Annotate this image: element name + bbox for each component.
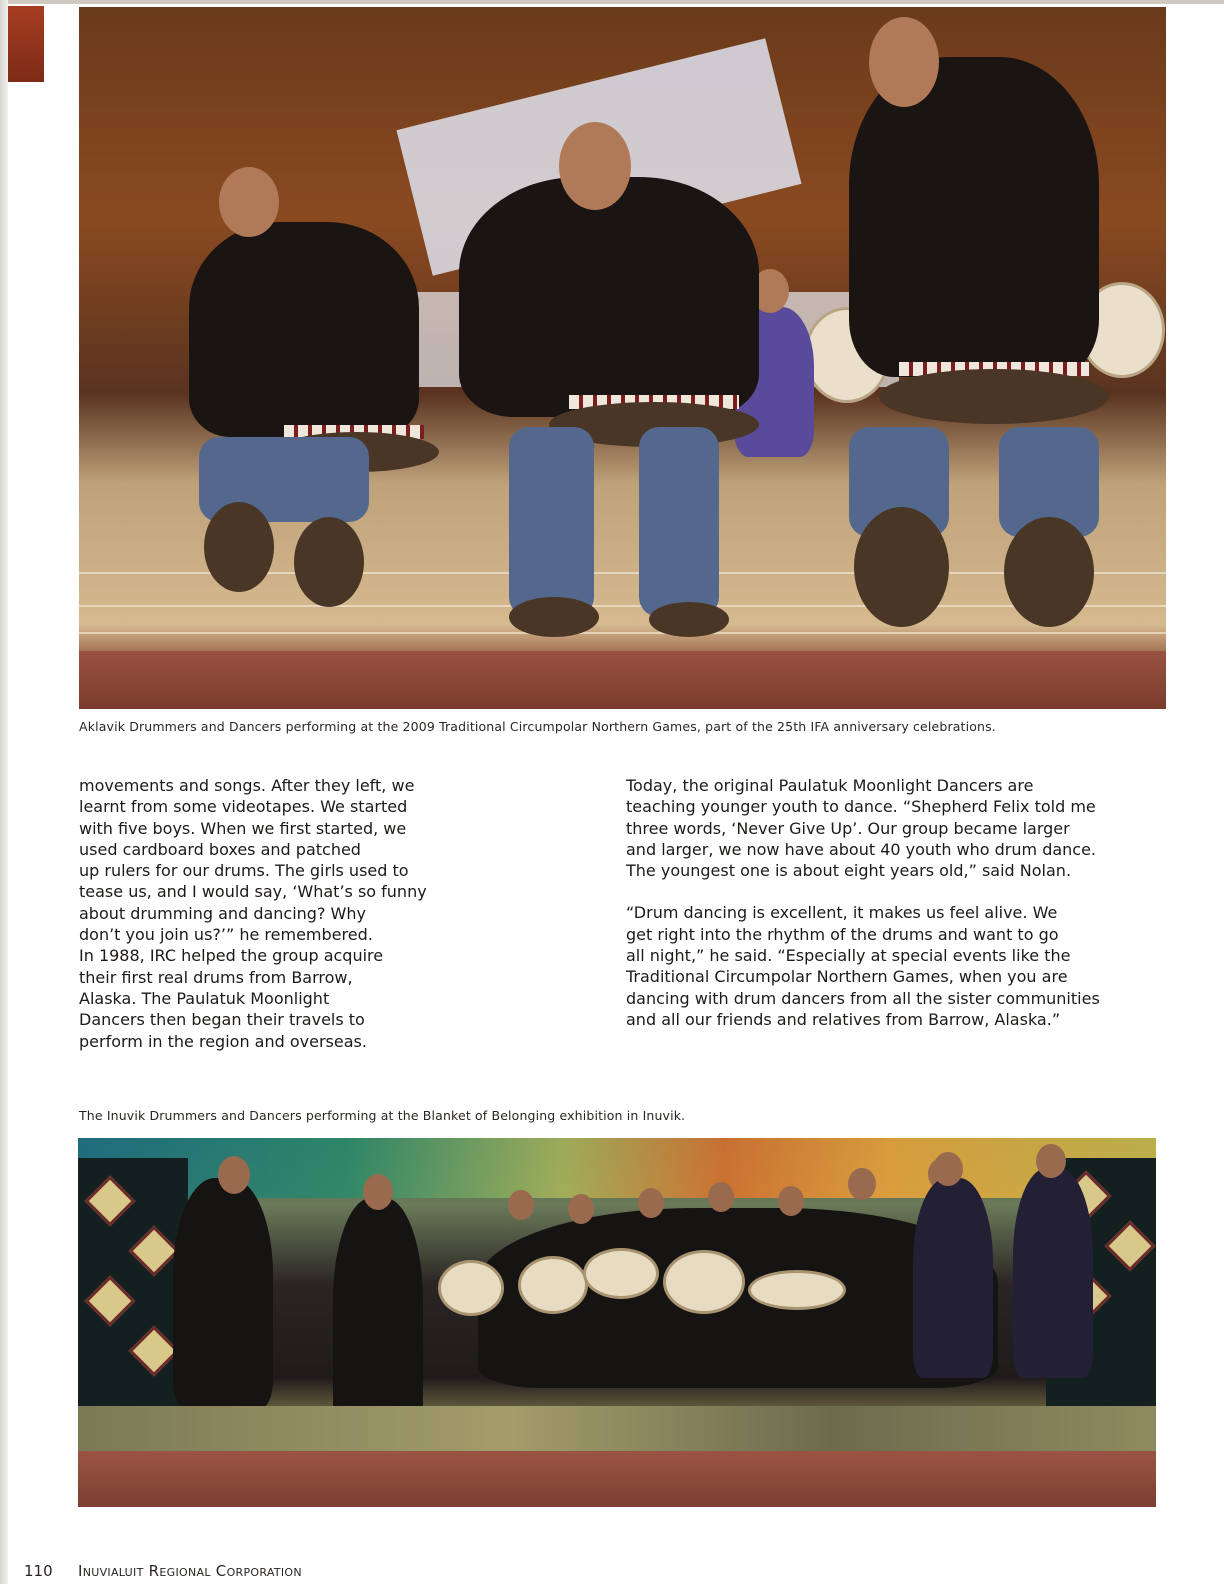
text-line: all night,” he said. “Especially at special events like the (626, 946, 1071, 966)
text-line: don’t you join us?’” he remembered. (79, 925, 373, 945)
mukluk (509, 597, 599, 637)
text-line: Alaska. The Paulatuk Moonlight (79, 988, 330, 1008)
dancer-standing (1013, 1168, 1093, 1378)
photo-bottom-band (79, 651, 1166, 709)
dancer-left (189, 222, 419, 437)
dancer-center-leg (639, 427, 719, 617)
text-line: Dancers then began their travels to (79, 1010, 365, 1030)
singer-head (568, 1194, 594, 1224)
photo-inuvik-drummers (78, 1138, 1156, 1507)
photo-aklavik-dancers (79, 7, 1166, 709)
text-line: tease us, and I would say, ‘What’s so funny (79, 882, 427, 902)
singer-head (848, 1168, 876, 1200)
singer-head (508, 1190, 534, 1220)
page-number: 110 (24, 1562, 53, 1580)
hand-drum (518, 1256, 588, 1314)
gym-floor-line (79, 605, 1166, 607)
text-line: their first real drums from Barrow, (79, 967, 353, 987)
text-line: The youngest one is about eight years old,” said Nolan. (626, 861, 1072, 881)
dancer-right (849, 57, 1099, 377)
text-line: with five boys. When we first started, we (79, 818, 407, 838)
article-right-column (626, 775, 1166, 1030)
mukluk (854, 507, 949, 627)
text-line: teaching younger youth to dance. “Shepherd Felix told me (626, 797, 1096, 817)
text-line: get right into the rhythm of the drums and want to go (626, 924, 1059, 944)
text-line: In 1988, IRC helped the group acquire (79, 946, 384, 966)
section-tab-marker (8, 6, 44, 82)
publication-name: Inuvialuit Regional Corporation (78, 1562, 302, 1580)
hand-drum (748, 1270, 846, 1310)
parka-fur (879, 369, 1109, 424)
text-line: used cardboard boxes and patched (79, 839, 361, 859)
dancer-center-leg (509, 427, 594, 617)
dancer-center-head (559, 122, 631, 210)
top-page-rule (0, 0, 1224, 4)
singer-head (778, 1186, 804, 1216)
mukluk (1004, 517, 1094, 627)
text-line: perform in the region and overseas. (79, 1031, 367, 1051)
text-line: Traditional Circumpolar Northern Games, when you are (626, 967, 1068, 987)
photo-caption-inuvik: The Inuvik Drummers and Dancers performing at the Blanket of Belonging exhibition in Inuvik. (79, 1108, 686, 1123)
dancer-center (459, 177, 759, 417)
page-edge (0, 0, 8, 1584)
article-left-column (79, 775, 469, 1052)
text-line: about drumming and dancing? Why (79, 903, 366, 923)
hand-drum (583, 1248, 659, 1299)
text-line: and all our friends and relatives from Barrow, Alaska.” (626, 1009, 1061, 1029)
singer-head (638, 1188, 664, 1218)
mukluk (204, 502, 274, 592)
mukluk (294, 517, 364, 607)
dancer-standing (913, 1178, 993, 1378)
text-line: Today, the original Paulatuk Moonlight Dancers are (626, 776, 1034, 795)
dancer-girl-head (363, 1174, 393, 1210)
text-line: up rulers for our drums. The girls used to (79, 861, 409, 881)
photo-caption-aklavik: Aklavik Drummers and Dancers performing at the 2009 Traditional Circumpolar Northern Games, part of the 25th IFA anniversary celebrations. (79, 719, 996, 734)
text-line: movements and songs. After they left, we (79, 776, 415, 795)
text-line: learnt from some videotapes. We started (79, 797, 408, 817)
dancer-standing-head (933, 1152, 963, 1186)
photo-bottom-band (78, 1451, 1156, 1507)
mukluk (649, 602, 729, 637)
text-line: “Drum dancing is excellent, it makes us feel alive. We (626, 903, 1058, 923)
dancer-elder-head (218, 1156, 250, 1194)
dancer-elder (173, 1178, 273, 1408)
gym-floor-line (79, 632, 1166, 634)
text-line: three words, ‘Never Give Up’. Our group became larger (626, 818, 1070, 838)
dancer-standing-head (1036, 1144, 1066, 1178)
text-line: and larger, we now have about 40 youth who drum dance. (626, 839, 1097, 859)
hand-drum (663, 1250, 745, 1314)
dancer-right-head (869, 17, 939, 107)
hand-drum (438, 1260, 504, 1316)
singer-head (708, 1182, 734, 1212)
text-line: dancing with drum dancers from all the sister communities (626, 988, 1100, 1008)
dancer-left-head (219, 167, 279, 237)
paragraph-gap (626, 881, 1166, 902)
